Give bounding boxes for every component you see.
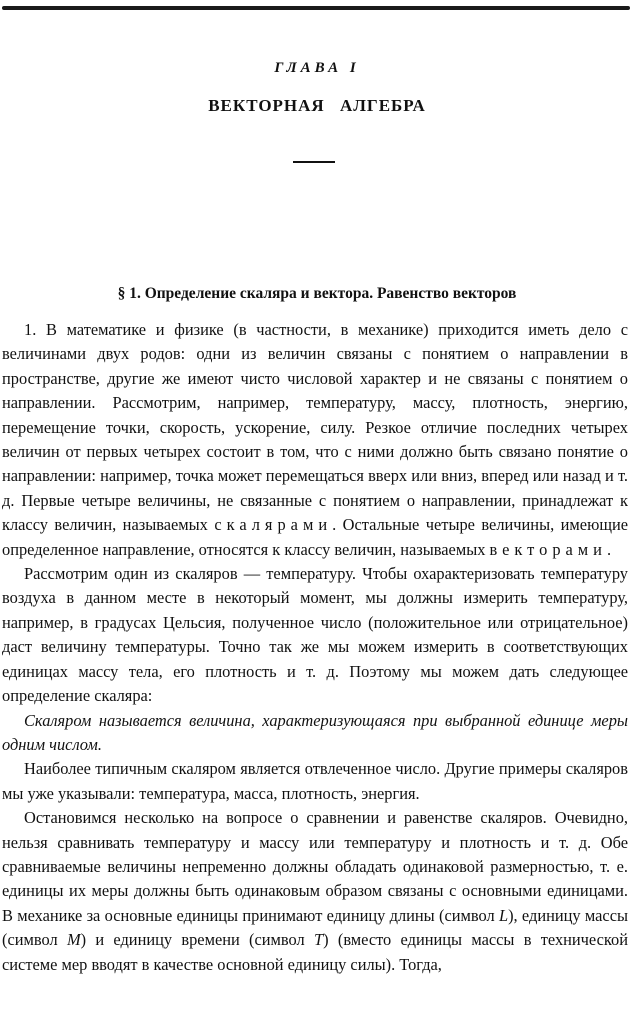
title-separator	[293, 161, 335, 163]
symbol-length: L	[498, 905, 509, 925]
paragraph-text: ), единицу массы (символ	[2, 905, 628, 950]
chapter-title: ВЕКТОРНАЯ АЛГЕБРА	[208, 96, 426, 115]
term-scalars: скалярами	[214, 515, 333, 535]
scalar-definition: Скаляром называется величина, характеризующаяся при выбранной единице меры одним числом.	[2, 710, 628, 754]
paragraph-text: ) и единицу времени (символ	[80, 930, 314, 950]
term-vectors: векторами	[489, 539, 607, 559]
paragraph-text: ) (вместо единицы массы в технической системе мер вводят в качестве основной единицу силы). Тогда,	[2, 930, 628, 974]
symbol-mass: M	[66, 930, 81, 950]
symbol-time: T	[314, 930, 324, 950]
body-text	[2, 318, 628, 977]
paragraph-text: Остановимся несколько на вопросе о сравнении и равенстве скаляров. Очевидно, нельзя сравнивать температуру и массу или температуру и плотность и т. д. Обе сравниваемые величины непременно должны обладать одинаковой размерностью, т. е. единицы их меры должны быть одинаковым образом связаны с основными единицами. В механике за основные единицы принимают единицу длины (символ	[2, 808, 628, 925]
paragraph-3: Наиболее типичным скаляром является отвлеченное число. Другие примеры скаляров мы уже указывали: температура, масса, плотность, энергия.	[2, 759, 628, 803]
paragraph-4	[2, 806, 628, 977]
paragraph-text: 1. В математике и физике (в частности, в механике) приходится иметь дело с величинами двух родов: одни из величин связаны с понятием о направлении в пространстве, другие же имеют чисто числовой характер и не связаны с понятием о направлении. Рассмотрим, например, температуру, массу, плотность, энергию, перемещение точки, скорость, ускорение, силу. Резкое отличие последних четырех величин от первых четырех состоит в том, что с ними должно быть связано понятие о направлении: например, точка может перемещаться вверх или вниз, вперед или назад и т. д. Первые четыре величины, не связанные с понятием о направлении, принадлежат к классу величин, называемых	[2, 320, 628, 535]
paragraph-text: .	[606, 539, 612, 559]
section-heading: § 1. Определение скаляра и вектора. Равенство векторов	[117, 285, 517, 302]
paragraph-1	[2, 318, 628, 562]
paragraph-text: . Остальные четыре величины, имеющие определенное направление, относятся к классу величин, называемых	[2, 515, 628, 559]
chapter-label: ГЛАВА I	[274, 60, 360, 76]
paragraph-2: Рассмотрим один из скаляров — температуру. Чтобы охарактеризовать температуру воздуха в данном месте в некоторый момент, мы должны измерить температуру, например, в градусах Цельсия, полученное число (положительное или отрицательное) даст величину температуры. Точно так же мы можем измерить в соответствующих единицах массу тела, его плотность и т. д. Поэтому мы можем дать следующее определение скаляра:	[2, 564, 628, 706]
top-border-rule	[2, 6, 630, 10]
